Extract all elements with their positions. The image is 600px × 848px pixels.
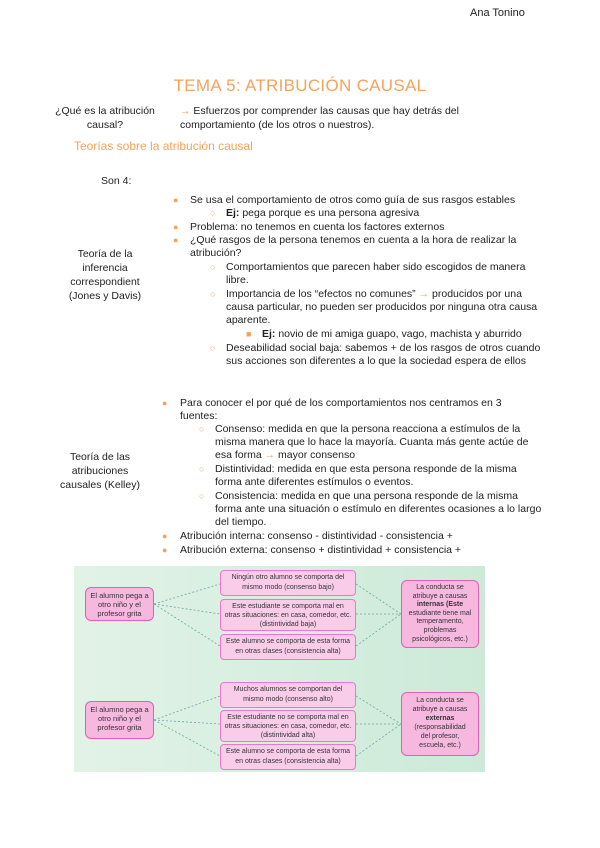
external-cause-box: La conducta se atribuye a causas externas (responsabilidad del profesor, escuela, etc.) xyxy=(401,692,479,756)
bullet-icon: ● xyxy=(162,398,168,408)
square-bullet-icon: ■ xyxy=(246,329,252,339)
list-item-text: Importancia de los “efectos no comunes” → producidos por una xyxy=(226,288,522,300)
list-item-text: Atribución externa: consenso + distintividad + consistencia + xyxy=(180,544,462,556)
list-item-text: Distintividad: medida en que esta persona responde de la misma xyxy=(215,463,517,475)
list-item-text: causa particular, no pueden ser producidos por ninguna otra causa xyxy=(226,301,538,313)
arrow-icon: → xyxy=(180,105,191,117)
theory-2-name: Teoría de las atribuciones causales (Kelley) xyxy=(60,451,140,491)
list-item-text: Problema: no tenemos en cuenta los factores externos xyxy=(190,221,445,233)
bullet-icon: ● xyxy=(162,531,168,541)
sub-bullet-icon: ○ xyxy=(199,491,205,501)
sub-bullet-icon: ○ xyxy=(210,208,216,218)
list-item-text: ¿Qué rasgos de la persona tenemos en cuenta a la hora de realizar la xyxy=(190,234,517,246)
sub-bullet-icon: ○ xyxy=(199,464,205,474)
list-item xyxy=(173,194,178,207)
behavior-box-bottom: El alumno pega a otro niño y el profesor grita xyxy=(85,701,154,739)
question-label: ¿Qué es la atribución causal? xyxy=(55,105,155,131)
author-name: Ana Tonino xyxy=(470,7,525,19)
list-item-text: atribución? xyxy=(190,247,242,259)
bullet-icon: ● xyxy=(173,195,179,205)
list-item-text: fuentes: xyxy=(180,410,218,422)
consensus-high-box: Muchos alumnos se comportan del mismo modo (consenso alto) xyxy=(220,682,356,708)
list-item-text: aparente. xyxy=(226,314,271,326)
list-item-text: misma manera que lo hace la mayoría. Cuanta más gente actúe de xyxy=(215,436,529,448)
list-item-text: forma ante una situación o estímulo en diferentes ocasiones a lo largo xyxy=(215,503,542,515)
list-item-text: Deseabilidad social baja: sabemos + de los rasgos de otros cuando xyxy=(226,342,541,354)
question-answer: → Esfuerzos por comprender las causas que hay detrás del comportamiento (de los otros o nuestros). xyxy=(180,105,459,131)
list-item-text: forma ante diferentes estímulos o eventos. xyxy=(215,476,414,488)
document-title: TEMA 5: ATRIBUCIÓN CAUSAL xyxy=(173,76,427,95)
distinctiveness-high-box: Este estudiante no se comporta mal en otras situaciones: en casa, comedor, etc. (distintividad alta) xyxy=(220,710,356,742)
list-item-text: Atribución interna: consenso - distintividad - consistencia + xyxy=(180,530,453,542)
sub-bullet-icon: ○ xyxy=(210,343,216,353)
internal-cause-box: La conducta se atribuye a causas internas (Este estudiante tiene mal temperamento, problemas psicológicos, etc.) xyxy=(401,580,479,648)
list-item-text: sus acciones son diferentes a lo que la sociedad espera de ellos xyxy=(226,355,527,367)
distinctiveness-low-box: Este estudiante se comporta mal en otras situaciones: en casa, comedor, etc. (distintividad baja) xyxy=(220,599,356,631)
consistency-high-box: Este alumno se comporta de esta forma en otras clases (consistencia alta) xyxy=(220,634,356,660)
list-item-text: Consistencia: medida en que una persona responde de la misma xyxy=(215,490,518,502)
behavior-box-top: El alumno pega a otro niño y el profesor grita xyxy=(85,587,154,621)
arrow-icon: → xyxy=(264,449,276,461)
list-item-text: Para conocer el por qué de los comportamientos nos centramos en 3 xyxy=(180,397,502,409)
list-item-text: Ej: pega porque es una persona agresiva xyxy=(226,207,420,219)
consistency-high-box-2: Este alumno se comporta de esta forma en otras clases (consistencia alta) xyxy=(220,744,356,770)
consensus-low-box: Ningún otro alumno se comporta del mismo modo (consenso bajo) xyxy=(220,570,356,596)
bullet-icon: ● xyxy=(173,222,179,232)
list-item-text: Consenso: medida en que la persona reacciona a estímulos de la xyxy=(215,423,521,435)
list-item-text: esa forma → mayor consenso xyxy=(215,449,356,461)
list-item-text: del tiempo. xyxy=(215,516,267,528)
list-item-text: Se usa el comportamiento de otros como guía de sus rasgos estables xyxy=(190,194,516,206)
list-item-text: libre. xyxy=(226,274,249,286)
attribution-diagram xyxy=(74,566,485,772)
list-item-text: Ej: novio de mi amiga guapo, vago, machista y aburrido xyxy=(262,328,522,340)
sub-bullet-icon: ○ xyxy=(210,289,216,299)
bullet-icon: ● xyxy=(162,545,168,555)
arrow-icon: → xyxy=(418,288,430,300)
bullet-icon: ● xyxy=(173,235,179,245)
sub-bullet-icon: ○ xyxy=(210,262,216,272)
theory-1-name: Teoría de la inferencia correspondient (Jones y Davis) xyxy=(68,248,142,302)
count-label: Son 4: xyxy=(101,175,132,187)
sub-bullet-icon: ○ xyxy=(199,424,205,434)
list-item-text: Comportamientos que parecen haber sido escogidos de manera xyxy=(226,261,526,273)
section-subtitle: Teorías sobre la atribución causal xyxy=(74,139,253,153)
